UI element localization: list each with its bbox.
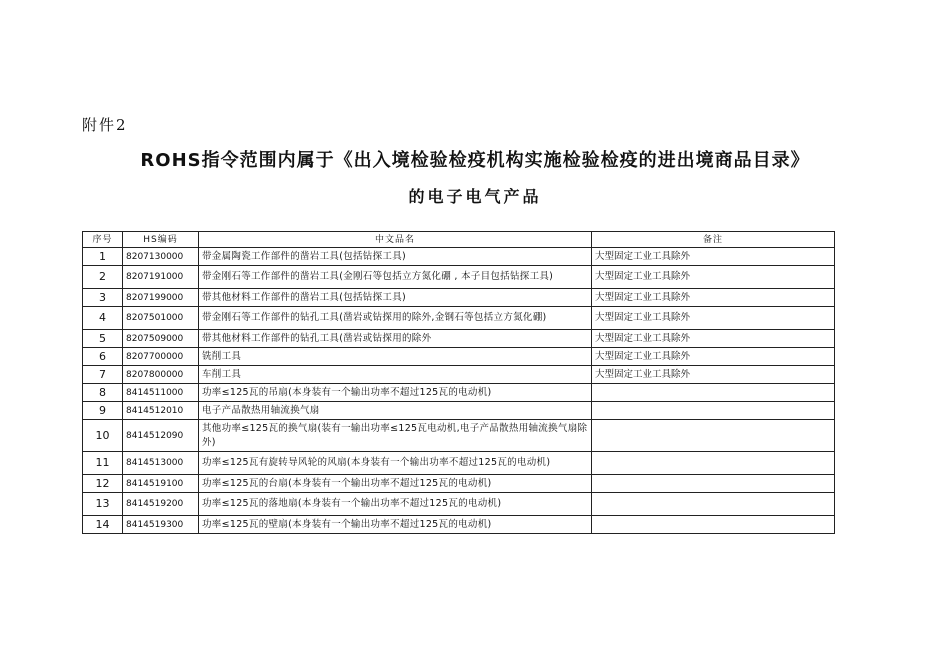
hs-code-cell: 8207700000 [123, 348, 199, 366]
product-name-cell: 电子产品散热用轴流换气扇 [199, 402, 592, 420]
remarks-cell: 大型固定工业工具除外 [592, 366, 835, 384]
remarks-cell [592, 384, 835, 402]
table-header-row [83, 232, 835, 248]
product-name-cell: 带其他材料工作部件的凿岩工具(包括钻探工具) [199, 289, 592, 307]
table-row [83, 366, 835, 384]
remarks-cell [592, 402, 835, 420]
hs-code-cell: 8414519200 [123, 493, 199, 516]
remarks-cell [592, 452, 835, 475]
header-product-name: 中文品名 [199, 232, 592, 248]
serial-cell: 5 [83, 330, 123, 348]
remarks-cell [592, 420, 835, 452]
hs-code-cell: 8414519300 [123, 516, 199, 534]
serial-cell: 8 [83, 384, 123, 402]
product-name-cell: 带其他材料工作部件的钻孔工具(凿岩或钻探用的除外 [199, 330, 592, 348]
header-remarks: 备注 [592, 232, 835, 248]
product-name-cell: 带金属陶瓷工作部件的凿岩工具(包括钻探工具) [199, 248, 592, 266]
document-subtitle: 的电子电气产品 [408, 187, 542, 206]
document-title: ROHS指令范围内属于《出入境检验检疫机构实施检验检疫的进出境商品目录》 [140, 150, 810, 171]
hs-code-cell: 8414512010 [123, 402, 199, 420]
product-table [82, 231, 835, 534]
product-name-cell: 其他功率≤125瓦的换气扇(装有一输出功率≤125瓦电动机,电子产品散热用轴流换气扇除外) [199, 420, 592, 452]
remarks-cell [592, 493, 835, 516]
table-row [83, 348, 835, 366]
table-row [83, 307, 835, 330]
product-name-cell: 功率≤125瓦的壁扇(本身装有一个输出功率不超过125瓦的电动机) [199, 516, 592, 534]
product-name-cell: 功率≤125瓦的吊扇(本身装有一个输出功率不超过125瓦的电动机) [199, 384, 592, 402]
serial-cell: 6 [83, 348, 123, 366]
serial-cell: 3 [83, 289, 123, 307]
serial-cell: 12 [83, 475, 123, 493]
serial-cell: 2 [83, 266, 123, 289]
table-row [83, 248, 835, 266]
hs-code-cell: 8207800000 [123, 366, 199, 384]
serial-cell: 13 [83, 493, 123, 516]
hs-code-cell: 8414512090 [123, 420, 199, 452]
table-row [83, 420, 835, 452]
hs-code-cell: 8207501000 [123, 307, 199, 330]
table-row [83, 266, 835, 289]
remarks-cell [592, 475, 835, 493]
product-name-cell: 功率≤125瓦的台扇(本身装有一个输出功率不超过125瓦的电动机) [199, 475, 592, 493]
product-name-cell: 带金刚石等工作部件的凿岩工具(金刚石等包括立方氮化硼 , 本子目包括钻探工具) [199, 266, 592, 289]
hs-code-cell: 8207191000 [123, 266, 199, 289]
remarks-cell: 大型固定工业工具除外 [592, 330, 835, 348]
product-name-cell: 功率≤125瓦有旋转导风轮的风扇(本身装有一个输出功率不超过125瓦的电动机) [199, 452, 592, 475]
remarks-cell: 大型固定工业工具除外 [592, 289, 835, 307]
hs-code-cell: 8207130000 [123, 248, 199, 266]
table-row [83, 402, 835, 420]
remarks-cell: 大型固定工业工具除外 [592, 307, 835, 330]
serial-cell: 4 [83, 307, 123, 330]
hs-code-cell: 8207199000 [123, 289, 199, 307]
table-row [83, 516, 835, 534]
attachment-label: 附件2 [82, 116, 128, 134]
product-name-cell: 铣削工具 [199, 348, 592, 366]
hs-code-cell: 8414519100 [123, 475, 199, 493]
product-name-cell: 带金刚石等工作部件的钻孔工具(凿岩或钻探用的除外,金钢石等包括立方氮化硼) [199, 307, 592, 330]
table-row [83, 475, 835, 493]
serial-cell: 10 [83, 420, 123, 452]
table-row [83, 330, 835, 348]
serial-cell: 1 [83, 248, 123, 266]
table-row [83, 289, 835, 307]
hs-code-cell: 8414511000 [123, 384, 199, 402]
header-serial: 序号 [83, 232, 123, 248]
header-hs-code: HS编码 [123, 232, 199, 248]
remarks-cell [592, 516, 835, 534]
hs-code-cell: 8207509000 [123, 330, 199, 348]
product-name-cell: 车削工具 [199, 366, 592, 384]
table-row [83, 493, 835, 516]
remarks-cell: 大型固定工业工具除外 [592, 266, 835, 289]
remarks-cell: 大型固定工业工具除外 [592, 348, 835, 366]
serial-cell: 7 [83, 366, 123, 384]
serial-cell: 9 [83, 402, 123, 420]
serial-cell: 11 [83, 452, 123, 475]
hs-code-cell: 8414513000 [123, 452, 199, 475]
serial-cell: 14 [83, 516, 123, 534]
product-name-cell: 功率≤125瓦的落地扇(本身装有一个输出功率不超过125瓦的电动机) [199, 493, 592, 516]
table-row [83, 384, 835, 402]
table-row [83, 452, 835, 475]
remarks-cell: 大型固定工业工具除外 [592, 248, 835, 266]
